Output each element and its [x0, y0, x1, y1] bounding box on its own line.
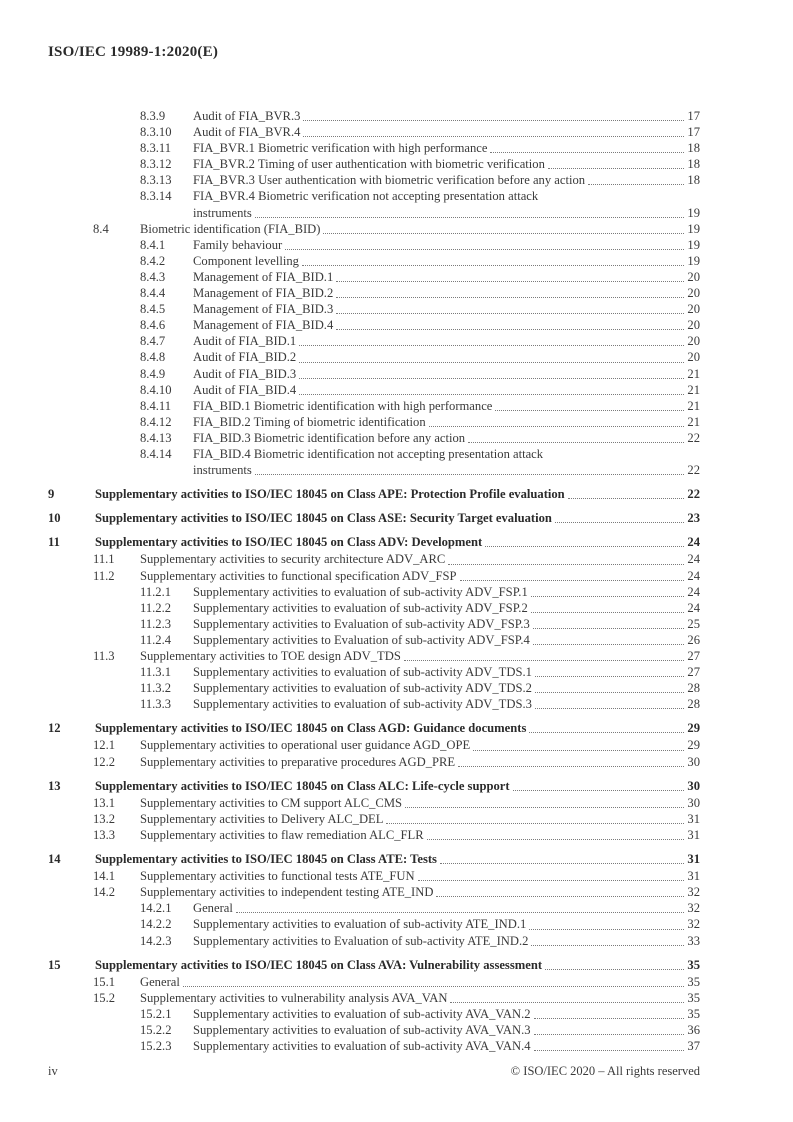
toc-entry-page: 19 [687, 205, 700, 220]
dot-leader [555, 507, 685, 523]
toc-entry-number: 8.3.14 [140, 189, 172, 204]
toc-entry-number: 8.4.13 [140, 430, 172, 445]
toc-entry-number: 8.4.12 [140, 414, 172, 429]
dot-leader [531, 930, 684, 946]
toc-entry-page: 29 [687, 721, 700, 736]
toc-entry-title: Supplementary activities to functional tests ATE_FUN [140, 869, 415, 884]
toc-entry [48, 430, 700, 446]
toc-entry-number: 11.3.1 [140, 665, 172, 680]
toc-entry-number: 8.4.10 [140, 382, 172, 397]
toc-entry-number: 8.4.7 [140, 334, 166, 349]
toc-entry-page: 22 [687, 430, 700, 445]
toc-entry-title: Supplementary activities to ISO/IEC 18045 on Class ATE: Tests [95, 852, 437, 867]
toc-entry-number: 15.2.1 [140, 1006, 172, 1021]
dot-leader [534, 1035, 685, 1051]
page-number: iv [48, 1064, 58, 1078]
toc-entry-number: 11.2.3 [140, 616, 172, 631]
toc-entry-page: 33 [687, 933, 700, 948]
toc-entry-title: Supplementary activities to evaluation of sub-activity AVA_VAN.4 [193, 1039, 531, 1054]
dot-leader [303, 121, 684, 137]
toc-entry-number: 8.4.8 [140, 350, 166, 365]
toc-entry-page: 27 [687, 665, 700, 680]
toc-entry-page: 19 [687, 237, 700, 252]
toc-entry-number: 8.3.12 [140, 157, 172, 172]
toc-entry-page: 19 [687, 221, 700, 236]
toc-entry-number: 13.2 [93, 811, 116, 826]
dot-leader [418, 865, 685, 881]
dot-leader [323, 218, 684, 234]
toc-entry-title: FIA_BID.4 Biometric identification not accepting presentation attack [193, 446, 544, 461]
toc-entry-page: 25 [687, 616, 700, 631]
dot-leader [336, 314, 684, 330]
toc-entry-title: Supplementary activities to evaluation of sub-activity ADV_FSP.2 [193, 600, 528, 615]
toc-entry-page: 18 [687, 157, 700, 172]
toc-entry-title: FIA_BVR.2 Timing of user authentication with biometric verification [193, 157, 545, 172]
toc-entry-number: 9 [48, 487, 55, 502]
dot-leader [458, 751, 684, 767]
toc-entry-title: Audit of FIA_BVR.4 [193, 125, 301, 140]
toc-entry-title: instruments [193, 463, 252, 478]
page-footer [48, 1064, 700, 1079]
toc-entry-title: Supplementary activities to independent testing ATE_IND [140, 885, 434, 900]
toc-entry-page: 23 [687, 511, 700, 526]
dot-leader [302, 250, 684, 266]
dot-leader [535, 693, 684, 709]
dot-leader [336, 282, 684, 298]
toc-entry-title: Supplementary activities to evaluation of sub-activity AVA_VAN.2 [193, 1006, 531, 1021]
copyright-notice: © ISO/IEC 2020 – All rights reserved [510, 1064, 700, 1078]
toc-entry [48, 696, 700, 712]
toc-entry-title: Supplementary activities to operational user guidance AGD_OPE [140, 738, 471, 753]
toc-entry-title: Supplementary activities to ISO/IEC 18045 on Class ADV: Development [95, 535, 483, 550]
toc-entry-title: Supplementary activities to evaluation of sub-activity ADV_TDS.3 [193, 697, 532, 712]
toc-entry-title: Supplementary activities to ISO/IEC 18045 on Class AGD: Guidance documents [95, 721, 527, 736]
toc-entry-title: Audit of FIA_BID.2 [193, 350, 297, 365]
dot-leader [495, 395, 684, 411]
toc-entry-page: 17 [687, 125, 700, 140]
dot-leader [336, 298, 684, 314]
toc-entry [48, 754, 700, 770]
toc-entry-title: Supplementary activities to evaluation of sub-activity ADV_TDS.2 [193, 681, 532, 696]
dot-leader [531, 581, 685, 597]
toc-entry-number: 13 [48, 778, 61, 793]
toc-entry-page: 20 [687, 286, 700, 301]
toc-entry-page: 31 [687, 852, 700, 867]
toc-entry-title: FIA_BID.3 Biometric identification before any action [193, 430, 466, 445]
dot-leader [568, 483, 685, 499]
toc-entry-title: General [140, 974, 180, 989]
toc-entry-page: 28 [687, 681, 700, 696]
dot-leader [533, 629, 685, 645]
toc-entry-page: 21 [687, 414, 700, 429]
toc-entry-title: Supplementary activities to vulnerability analysis AVA_VAN [140, 990, 448, 1005]
toc-entry-page: 24 [687, 552, 700, 567]
toc-entry [48, 1038, 700, 1054]
toc-entry-title: Supplementary activities to ISO/IEC 18045 on Class AVA: Vulnerability assessment [95, 957, 543, 972]
toc-entry-title: Audit of FIA_BVR.3 [193, 109, 301, 123]
dot-leader [588, 169, 684, 185]
toc-entry-title: Management of FIA_BID.3 [193, 302, 334, 317]
toc-entry-page: 24 [687, 568, 700, 583]
toc-entry-page: 20 [687, 350, 700, 365]
dot-leader [529, 913, 684, 929]
dot-leader [440, 848, 684, 864]
toc-entry-title: Management of FIA_BID.4 [193, 318, 334, 333]
toc-entry-number: 11.3.2 [140, 681, 172, 696]
toc-entry-title: FIA_BVR.1 Biometric verification with high performance [193, 141, 488, 156]
toc-entry-page: 21 [687, 398, 700, 413]
toc-entry-number: 8.4.2 [140, 253, 166, 268]
toc-entry-page: 24 [687, 600, 700, 615]
dot-leader [531, 597, 685, 613]
toc-entry-number: 8.4.3 [140, 269, 166, 284]
dot-leader [299, 379, 684, 395]
dot-leader [183, 971, 685, 987]
dot-leader [473, 734, 684, 750]
toc-entry-page: 35 [687, 974, 700, 989]
toc-entry-page: 35 [687, 957, 700, 972]
document-reference: ISO/IEC 19989-1:2020(E) [48, 44, 219, 60]
dot-leader [534, 1019, 685, 1035]
dot-leader [255, 459, 685, 475]
toc-entry-page: 17 [687, 109, 700, 123]
toc-entry-page: 36 [687, 1022, 700, 1037]
toc-entry-page: 20 [687, 302, 700, 317]
toc-entry-page: 32 [687, 917, 700, 932]
dot-leader [534, 1003, 685, 1019]
toc-entry-title: Audit of FIA_BID.4 [193, 382, 297, 397]
dot-leader [448, 548, 684, 564]
toc-entry-title: Supplementary activities to CM support ALC_CMS [140, 795, 403, 810]
toc-entry-title: Supplementary activities to Evaluation of sub-activity ADV_FSP.3 [193, 616, 530, 631]
toc-entry-number: 12.1 [93, 738, 116, 753]
toc-entry-page: 32 [687, 901, 700, 916]
toc-entry-number: 12 [48, 721, 61, 736]
toc-entry-number: 13.3 [93, 827, 116, 842]
toc-entry-page: 18 [687, 173, 700, 188]
toc-entry-page: 31 [687, 869, 700, 884]
toc-entry-number: 11.2.4 [140, 632, 172, 647]
toc-entry-number: 11.2 [93, 568, 115, 583]
dot-leader [490, 137, 684, 153]
toc-entry-title: Audit of FIA_BID.1 [193, 334, 297, 349]
toc-entry-number: 15.1 [93, 974, 116, 989]
toc-entry-title: Management of FIA_BID.1 [193, 269, 334, 284]
toc-entry-title: FIA_BID.2 Timing of biometric identification [193, 414, 426, 429]
toc-entry-page: 28 [687, 697, 700, 712]
toc-entry-title: Supplementary activities to ISO/IEC 18045 on Class APE: Protection Profile evaluation [95, 487, 565, 502]
toc-entry-title: FIA_BVR.4 Biometric verification not accepting presentation attack [193, 189, 539, 204]
toc-entry-page: 20 [687, 334, 700, 349]
dot-leader [299, 330, 684, 346]
dot-leader [450, 987, 684, 1003]
dot-leader [404, 645, 685, 661]
toc-entry-number: 8.3.11 [140, 141, 172, 156]
toc-entry-number: 14.2.2 [140, 917, 172, 932]
toc-entry-page: 30 [687, 778, 700, 793]
toc-entry-title: Supplementary activities to Delivery ALC_DEL [140, 811, 384, 826]
toc-entry-page: 22 [687, 487, 700, 502]
toc-entry-number: 8.4.5 [140, 302, 166, 317]
toc-entry-number: 8.4.4 [140, 286, 166, 301]
toc-entry-title: General [193, 901, 233, 916]
toc-entry-page: 20 [687, 318, 700, 333]
toc-entry-number: 8.3.10 [140, 125, 172, 140]
toc-entry-title: instruments [193, 205, 252, 220]
dot-leader [535, 661, 684, 677]
toc-entry-title: Supplementary activities to evaluation of sub-activity ATE_IND.1 [193, 917, 527, 932]
toc-entry-page: 19 [687, 253, 700, 268]
toc-entry [48, 510, 700, 526]
toc-entry-title: FIA_BVR.3 User authentication with biometric verification before any action [193, 173, 586, 188]
dot-leader [303, 105, 684, 121]
toc-entry-number: 11.3.3 [140, 697, 172, 712]
toc-entry-page: 18 [687, 141, 700, 156]
toc-entry-number: 14.2.3 [140, 933, 172, 948]
toc-entry-page: 32 [687, 885, 700, 900]
dot-leader [255, 202, 685, 218]
dot-leader [299, 346, 684, 362]
toc-entry-number: 8.4.11 [140, 398, 172, 413]
dot-leader [535, 677, 684, 693]
dot-leader [236, 897, 685, 913]
dot-leader [285, 234, 684, 250]
dot-leader [386, 808, 684, 824]
dot-leader [548, 153, 685, 169]
dot-leader [336, 266, 684, 282]
toc-entry-number: 15.2.2 [140, 1022, 172, 1037]
toc-entry-number: 15.2 [93, 990, 116, 1005]
toc-entry-title: Supplementary activities to security architecture ADV_ARC [140, 552, 446, 567]
dot-leader [427, 824, 685, 840]
toc-entry-page: 30 [687, 754, 700, 769]
toc-entry-number: 13.1 [93, 795, 116, 810]
toc-entry [48, 827, 700, 843]
dot-leader [429, 411, 685, 427]
toc-entry-number: 8.4.9 [140, 366, 166, 381]
toc-entry-title: Supplementary activities to ISO/IEC 18045 on Class ASE: Security Target evaluation [95, 511, 552, 526]
dot-leader [513, 775, 685, 791]
toc-entry-number: 10 [48, 511, 61, 526]
toc-entry [48, 172, 700, 188]
toc-entry-title: Supplementary activities to evaluation of sub-activity ADV_FSP.1 [193, 584, 528, 599]
toc-entry-number: 15.2.3 [140, 1039, 172, 1054]
toc-entry-number: 11 [48, 535, 60, 550]
toc-entry-number: 15 [48, 957, 61, 972]
toc-entry-page: 31 [687, 827, 700, 842]
toc-entry-number: 14.1 [93, 869, 116, 884]
toc-entry-page: 35 [687, 990, 700, 1005]
page-header [48, 44, 700, 61]
dot-leader [485, 531, 684, 547]
toc-entry-page: 31 [687, 811, 700, 826]
toc-entry-number: 11.2.2 [140, 600, 172, 615]
toc-entry-number: 14 [48, 852, 61, 867]
dot-leader [529, 717, 684, 733]
toc-entry-title: Supplementary activities to ISO/IEC 18045 on Class ALC: Life-cycle support [95, 778, 510, 793]
toc-entry-page: 22 [687, 463, 700, 478]
dot-leader [545, 954, 684, 970]
toc-entry-title: Management of FIA_BID.2 [193, 286, 334, 301]
toc-entry [48, 486, 700, 502]
toc-entry-title: Supplementary activities to evaluation of sub-activity AVA_VAN.3 [193, 1022, 531, 1037]
toc-entry-title: Biometric identification (FIA_BID) [140, 221, 321, 236]
toc-entry-number: 12.2 [93, 754, 116, 769]
toc-entry-page: 26 [687, 632, 700, 647]
toc-entry-page: 35 [687, 1006, 700, 1021]
toc-entry-number: 8.4.1 [140, 237, 166, 252]
toc-entry-page: 37 [687, 1039, 700, 1054]
toc-entry-title: Supplementary activities to evaluation of sub-activity ADV_TDS.1 [193, 665, 532, 680]
toc-entry-number: 14.2.1 [140, 901, 172, 916]
dot-leader [299, 363, 684, 379]
dot-leader [405, 792, 684, 808]
toc-entry-page: 20 [687, 269, 700, 284]
toc-entry-number: 8.4.14 [140, 446, 172, 461]
dot-leader [436, 881, 684, 897]
toc-entry-number: 8.3.9 [140, 109, 166, 123]
table-of-contents [48, 108, 700, 1054]
toc-entry-number: 11.2.1 [140, 584, 172, 599]
toc-entry [48, 933, 700, 949]
toc-entry-title: Supplementary activities to Evaluation of sub-activity ATE_IND.2 [193, 933, 529, 948]
toc-entry-title: Audit of FIA_BID.3 [193, 366, 297, 381]
toc-entry-page: 24 [687, 584, 700, 599]
toc-entry-page: 27 [687, 649, 700, 663]
toc-entry-title: Supplementary activities to TOE design ADV_TDS [140, 649, 401, 663]
toc-entry-page: 21 [687, 366, 700, 381]
toc-entry-title: Supplementary activities to flaw remediation ALC_FLR [140, 827, 424, 842]
toc-entry-page: 30 [687, 795, 700, 810]
toc-entry-page: 21 [687, 382, 700, 397]
toc-entry-continuation [48, 462, 700, 478]
dot-leader [468, 427, 684, 443]
toc-entry-number: 8.4 [93, 221, 109, 236]
dot-leader [460, 565, 685, 581]
toc-entry-page: 24 [687, 535, 700, 550]
toc-entry-number: 11.3 [93, 649, 115, 663]
toc-entry-number: 8.4.6 [140, 318, 166, 333]
toc-entry-title: FIA_BID.1 Biometric identification with high performance [193, 398, 493, 413]
toc-entry-title: Supplementary activities to preparative procedures AGD_PRE [140, 754, 456, 769]
toc-entry-number: 8.3.13 [140, 173, 172, 188]
toc-entry-title: Supplementary activities to functional specification ADV_FSP [140, 568, 457, 583]
toc-entry-title: Family behaviour [193, 237, 283, 252]
toc-entry-title: Component levelling [193, 253, 299, 268]
toc-entry-page: 29 [687, 738, 700, 753]
toc-entry-number: 11.1 [93, 552, 115, 567]
toc-entry-title: Supplementary activities to Evaluation of sub-activity ADV_FSP.4 [193, 632, 530, 647]
toc-entry-number: 14.2 [93, 885, 116, 900]
dot-leader [533, 613, 685, 629]
